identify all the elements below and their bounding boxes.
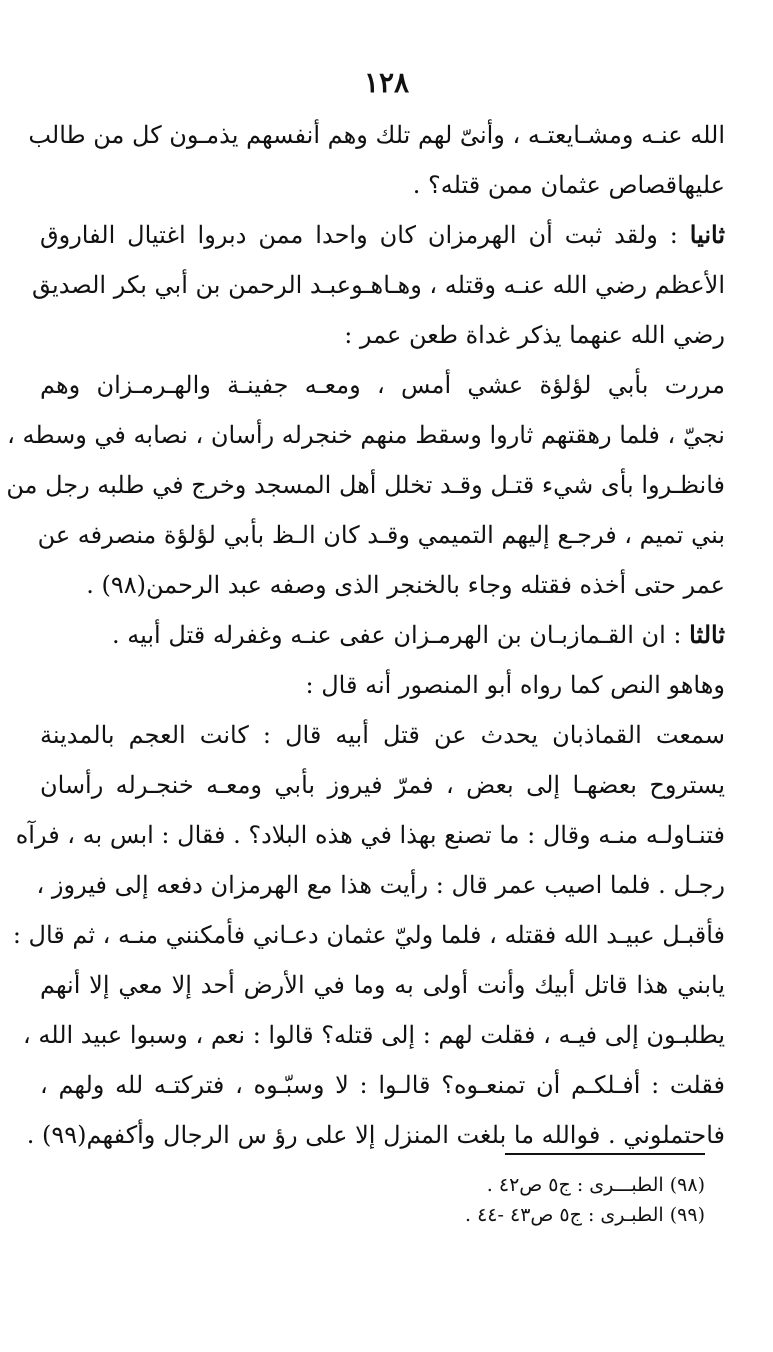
line-text: يابني هذا قاتل أبيك وأنت أولى به وما في الأرض أحد إلا معي إلا أنهم <box>40 971 725 999</box>
footnote: (٩٩) الطبـرى : ج٥ ص٤٣ -٤٤ . <box>465 1204 705 1226</box>
text-line <box>40 660 725 710</box>
line-text: فتنـاولـه منـه وقال : ما تصنع بهذا في هذه البلاد؟ . فقال : ابس به ، فرآه <box>15 821 725 849</box>
text-line <box>6 460 725 510</box>
line-text: يستروح بعضهـا إلى بعض ، فمرّ فيروز بأبي ومعـه خنجـرله رأسان <box>40 771 725 799</box>
footnotes <box>40 1170 705 1230</box>
line-text: الله عنـه ومشـايعتـه ، وأنىّ لهم تلك وهم أنفسهم يذمـون كل من طالب <box>28 121 725 149</box>
line-text: مررت بأبي لؤلؤة عشي أمس ، ومعـه جفينـة والهـرمـزان وهم <box>40 371 725 399</box>
line-text: فقلت : أفـلكـم أن تمنعـوه؟ قالـوا : لا وسبّـوه ، فتركتـه لله ولهم ، <box>40 1071 725 1099</box>
text-line <box>15 810 725 860</box>
text-line <box>40 1060 725 1110</box>
line-text: رضي الله عنهما يذكر غداة طعن عمر : <box>344 321 725 349</box>
line-text: يطلبـون إلى فيـه ، فقلت لهم : إلى قتله؟ قالوا : نعم ، وسبوا عبيد الله ، <box>23 1021 725 1049</box>
section-heading: ثالثا <box>689 620 725 649</box>
line-text: فانظـروا بأى شيء قتـل وقـد تخلل أهل المسجد وخرج في طلبه رجل من <box>6 471 725 499</box>
text-line <box>36 860 725 910</box>
text-line <box>40 210 725 260</box>
page-number: ١٢٨ <box>363 66 410 99</box>
line-text: : ولقد ثبت أن الهرمزان كان واحدا ممن دبروا اغتيال الفاروق <box>40 221 690 249</box>
line-text: فاحتملوني . فوالله ما بلغت المنزل إلا على رؤ س الرجال وأكفهم(٩٩) . <box>26 1121 725 1149</box>
line-text: فأقبـل عبيـد الله فقتله ، فلما وليّ عثمان دعـاني فأمكنني منـه ، ثم قال : <box>12 921 725 949</box>
body-text <box>6 110 725 1160</box>
line-text: وهاهو النص كما رواه أبو المنصور أنه قال : <box>305 671 725 699</box>
text-line <box>40 160 725 210</box>
text-line <box>28 110 725 160</box>
text-line <box>40 710 725 760</box>
text-line <box>37 510 725 560</box>
text-line <box>40 960 725 1010</box>
text-line <box>40 560 725 610</box>
text-line <box>40 610 725 660</box>
footnote-separator <box>505 1153 705 1155</box>
footnote: (٩٨) الطبـــرى : ج٥ ص٤٢ . <box>486 1174 705 1196</box>
line-text: بني تميم ، فرجـع إليهم التميمي وقـد كان الـظ بأبي لؤلؤة منصرفه عن <box>37 521 725 549</box>
text-line <box>23 1010 725 1060</box>
line-text: الأعظم رضي الله عنـه وقتله ، وهـاهـوعبـد الرحمن بن أبي بكر الصديق <box>32 271 725 299</box>
line-text: : ان القـمازبـان بن الهرمـزان عفى عنـه وغفرله قتل أبيه . <box>112 621 690 649</box>
line-text: نجيّ ، فلما رهقتهم ثاروا وسقط منهم خنجرله رأسان ، نصابه في وسطه ، <box>7 421 725 449</box>
text-line <box>40 760 725 810</box>
line-text: عليهاقصاص عثمان ممن قتله؟ . <box>412 171 725 199</box>
text-line <box>7 410 725 460</box>
line-text: عمر حتى أخذه فقتله وجاء بالخنجر الذى وصفه عبد الرحمن(٩٨) . <box>86 571 725 599</box>
line-text: رجـل . فلما اصيب عمر قال : رأيت هذا مع الهرمزان دفعه إلى فيروز ، <box>36 871 725 899</box>
section-heading: ثانيا <box>689 220 725 249</box>
text-line <box>32 260 725 310</box>
text-line <box>12 910 725 960</box>
text-line <box>40 360 725 410</box>
text-line <box>40 310 725 360</box>
line-text: سمعت القماذبان يحدث عن قتل أبيه قال : كانت العجم بالمدينة <box>40 721 725 749</box>
